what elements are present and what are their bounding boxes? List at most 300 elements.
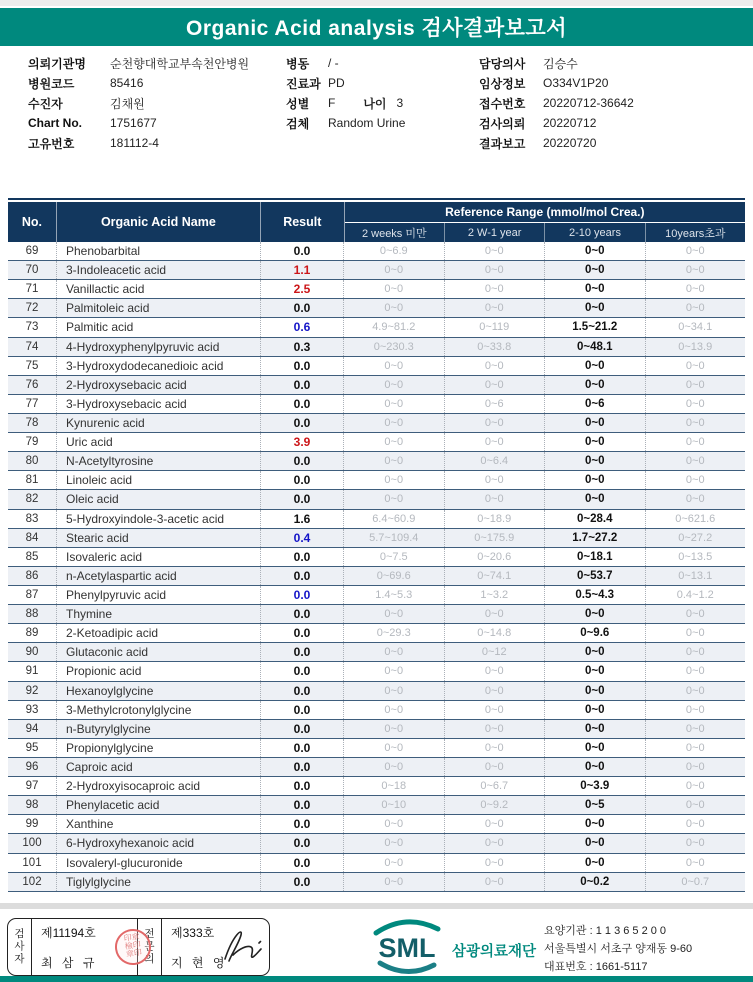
- range-cell: 0~0: [544, 815, 645, 833]
- range-cell: 0~0: [645, 758, 746, 776]
- row-no: 86: [25, 569, 39, 582]
- acid-name: Stearic acid: [56, 529, 260, 547]
- examiner-cell: [32, 919, 143, 975]
- acid-name: Caproic acid: [56, 758, 260, 776]
- range-cell: 0~0: [343, 662, 444, 680]
- range-cell: 0~0: [444, 490, 545, 508]
- acid-name: Palmitic acid: [56, 318, 260, 336]
- acid-name: 3-Hydroxydodecanedioic acid: [56, 357, 260, 375]
- info-row: [479, 73, 634, 93]
- acid-name: Phenobarbital: [56, 242, 260, 260]
- row-no: 72: [25, 302, 39, 315]
- col-header-name: Organic Acid Name: [56, 202, 260, 242]
- range-cell: 0~0: [645, 815, 746, 833]
- table-row: [8, 682, 745, 701]
- patient-info-right: [479, 53, 634, 153]
- row-no: 101: [22, 856, 42, 869]
- range-cell: 0~0: [343, 280, 444, 298]
- row-no: 92: [25, 684, 39, 697]
- range-cell: 0~0: [645, 662, 746, 680]
- range-cell: 0~119: [444, 318, 545, 336]
- range-cell: 0~0: [343, 471, 444, 489]
- range-cell: 0~9.2: [444, 796, 545, 814]
- range-cell: 0~0: [444, 471, 545, 489]
- acid-name: Propionylglycine: [56, 739, 260, 757]
- acid-name: 5-Hydroxyindole-3-acetic acid: [56, 510, 260, 528]
- result-value: 0.0: [260, 662, 343, 680]
- range-cell: 0~0: [544, 452, 645, 470]
- col-header-result: Result: [260, 202, 344, 242]
- range-cell: 0~0: [343, 701, 444, 719]
- info-label: 담당의사: [479, 56, 526, 71]
- lab-address-line: 대표번호 : 1661-5117: [544, 961, 648, 973]
- range-cell: 0~6: [544, 395, 645, 413]
- row-no: 78: [25, 417, 39, 430]
- lab-address-block: [544, 922, 692, 976]
- range-cell: 0~0: [645, 414, 746, 432]
- range-cell: 0~0: [343, 357, 444, 375]
- range-cell: 0~0: [645, 280, 746, 298]
- range-cell: 0~74.1: [444, 567, 545, 585]
- acid-name: 3-Indoleacetic acid: [56, 261, 260, 279]
- row-no: 80: [25, 455, 39, 468]
- result-value: 1.1: [260, 261, 343, 279]
- range-subheaders: [345, 223, 745, 242]
- acid-name: 3-Hydroxysebacic acid: [56, 395, 260, 413]
- table-row: [8, 261, 745, 280]
- info-label: 검사의뢰: [479, 116, 526, 131]
- row-no: 96: [25, 761, 39, 773]
- info-row: [286, 53, 405, 73]
- range-cell: 0~0: [343, 834, 444, 852]
- acid-name: Linoleic acid: [56, 471, 260, 489]
- report-title-banner: [0, 8, 753, 46]
- range-cell: 0~0: [343, 739, 444, 757]
- range-cell: 0~0: [544, 433, 645, 451]
- range-cell: 0~0: [544, 758, 645, 776]
- range-cell: 0~0: [343, 720, 444, 738]
- range-cell: 0~0.7: [645, 873, 746, 891]
- range-cell: 0~6.9: [343, 242, 444, 260]
- info-value: Random Urine: [328, 116, 406, 130]
- row-no: 85: [25, 550, 39, 563]
- range-cell: 0~12: [444, 643, 545, 661]
- range-subheader: 2 weeks 미만: [361, 227, 427, 240]
- range-cell: 0~0: [544, 662, 645, 680]
- row-no: 70: [25, 264, 39, 277]
- range-cell: 0~0: [544, 643, 645, 661]
- range-cell: 0~0: [645, 720, 746, 738]
- result-value: 0.0: [260, 567, 343, 585]
- range-cell: 0.4~1.2: [645, 586, 746, 604]
- row-no: 97: [25, 780, 39, 793]
- info-label: 결과보고: [479, 136, 526, 151]
- result-value: 0.0: [260, 395, 343, 413]
- range-cell: 0~0: [544, 701, 645, 719]
- range-subheader: 10years초과: [645, 223, 745, 242]
- row-no: 79: [25, 436, 39, 449]
- table-row: [8, 586, 745, 605]
- acid-name: Vanillactic acid: [56, 280, 260, 298]
- result-value: 0.0: [260, 624, 343, 642]
- range-cell: 0~175.9: [444, 529, 545, 547]
- table-row: [8, 433, 745, 452]
- specialist-name: 지 현 영: [171, 956, 228, 970]
- acid-name: Uric acid: [56, 433, 260, 451]
- range-cell: 0~0: [544, 682, 645, 700]
- range-cell: 6.4~60.9: [343, 510, 444, 528]
- acid-name: 2-Hydroxyisocaproic acid: [56, 777, 260, 795]
- range-cell: 0~0: [343, 261, 444, 279]
- row-no: 71: [25, 283, 39, 296]
- result-value: 0.0: [260, 758, 343, 776]
- table-row: [8, 720, 745, 739]
- info-value: 김채원: [110, 96, 145, 111]
- result-value: 0.0: [260, 605, 343, 623]
- sml-logo-icon: [366, 917, 448, 975]
- range-cell: 0~0: [645, 777, 746, 795]
- result-value: 0.0: [260, 376, 343, 394]
- range-cell: 0~48.1: [544, 338, 645, 356]
- table-header: [8, 202, 745, 242]
- row-no: 69: [25, 245, 39, 258]
- range-cell: 0~53.7: [544, 567, 645, 585]
- range-cell: 0~0: [645, 834, 746, 852]
- range-cell: 1.5~21.2: [544, 318, 645, 336]
- range-subheader: 2-10 years: [544, 223, 644, 242]
- range-cell: 0~0: [444, 720, 545, 738]
- range-cell: 0~29.3: [343, 624, 444, 642]
- range-cell: 0~0: [645, 643, 746, 661]
- range-cell: 0~0: [343, 452, 444, 470]
- result-value: 0.0: [260, 643, 343, 661]
- acid-name: 4-Hydroxyphenylpyruvic acid: [56, 338, 260, 356]
- range-cell: 0~0: [645, 682, 746, 700]
- range-cell: 0~0: [645, 605, 746, 623]
- table-row: [8, 643, 745, 662]
- range-cell: 0~6.7: [444, 777, 545, 795]
- row-no: 87: [25, 589, 39, 602]
- range-cell: 0~5: [544, 796, 645, 814]
- table-row: [8, 299, 745, 318]
- range-cell: 0~0: [444, 433, 545, 451]
- range-cell: 0~0: [444, 299, 545, 317]
- range-cell: 0~0: [645, 357, 746, 375]
- info-row: [479, 113, 634, 133]
- range-cell: 0~0: [544, 242, 645, 260]
- range-cell: 0~0: [343, 395, 444, 413]
- acid-name: Xanthine: [56, 815, 260, 833]
- result-value: 0.0: [260, 452, 343, 470]
- specialist-cell: [162, 919, 269, 975]
- table-row: [8, 873, 745, 892]
- top-gray-strip: [0, 0, 753, 6]
- result-value: 0.0: [260, 796, 343, 814]
- acid-name: Isovaleric acid: [56, 548, 260, 566]
- table-row: [8, 548, 745, 567]
- range-cell: 0~0: [343, 815, 444, 833]
- range-cell: 0~0: [544, 376, 645, 394]
- range-cell: 0~0: [645, 261, 746, 279]
- range-cell: 0~0: [645, 701, 746, 719]
- row-no: 93: [25, 703, 39, 716]
- info-row: [286, 73, 405, 93]
- range-cell: 1~3.2: [444, 586, 545, 604]
- range-cell: 0~10: [343, 796, 444, 814]
- row-no: 74: [25, 340, 39, 353]
- row-no: 75: [25, 359, 39, 372]
- range-cell: 0~34.1: [645, 318, 746, 336]
- examiner-license-no: 제11194호: [41, 926, 96, 940]
- info-label: 병원코드: [28, 76, 75, 91]
- acid-name: Phenylpyruvic acid: [56, 586, 260, 604]
- info-label: 고유번호: [28, 136, 75, 151]
- info-label: 임상정보: [479, 76, 526, 91]
- range-cell: 0~0: [544, 834, 645, 852]
- range-cell: 0~0: [645, 490, 746, 508]
- table-row: [8, 280, 745, 299]
- table-row: [8, 376, 745, 395]
- range-cell: 0~0: [343, 299, 444, 317]
- info-value: F: [328, 96, 336, 110]
- official-seal-stamp-icon: 印章 檢印 章印: [113, 927, 154, 968]
- range-cell: 0~7.5: [343, 548, 444, 566]
- range-cell: 0~0: [645, 796, 746, 814]
- range-cell: 0~14.8: [444, 624, 545, 642]
- range-cell: 0~0: [444, 605, 545, 623]
- range-cell: 0~0: [444, 357, 545, 375]
- table-row: [8, 242, 745, 261]
- range-cell: 0~0: [544, 414, 645, 432]
- info-value: 20220712: [543, 116, 597, 130]
- range-cell: 0~0: [444, 682, 545, 700]
- range-cell: 0~20.6: [444, 548, 545, 566]
- table-row: [8, 815, 745, 834]
- range-cell: 0~18: [343, 777, 444, 795]
- range-cell: 0~0: [343, 414, 444, 432]
- lab-address-line: 서울특별시 서초구 양재동 9-60: [544, 943, 693, 955]
- row-no: 99: [25, 818, 39, 831]
- range-cell: 0~0: [444, 854, 545, 872]
- table-row: [8, 834, 745, 853]
- info-row: [28, 73, 249, 93]
- range-cell: 0~0: [645, 395, 746, 413]
- range-cell: 0~0: [544, 605, 645, 623]
- acid-name: Oleic acid: [56, 490, 260, 508]
- range-cell: 0~0: [544, 261, 645, 279]
- table-row: [8, 510, 745, 529]
- table-row: [8, 701, 745, 720]
- info-value: O334V1P20: [543, 76, 609, 90]
- range-group-title: Reference Range (mmol/mol Crea.): [345, 202, 745, 223]
- range-cell: 0~0: [444, 739, 545, 757]
- acid-name: Palmitoleic acid: [56, 299, 260, 317]
- info-row: [28, 113, 249, 133]
- row-no: 98: [25, 799, 39, 812]
- lab-org-name: 삼광의료재단: [452, 943, 537, 960]
- info-row: [286, 113, 405, 133]
- range-cell: 0~0: [544, 357, 645, 375]
- info-label: 진료과: [286, 76, 321, 91]
- col-header-range-group: [344, 202, 745, 242]
- report-title: Organic Acid analysis 검사결과보고서: [186, 17, 567, 40]
- table-row: [8, 357, 745, 376]
- info-value: 순천향대학교부속천안병원: [110, 56, 250, 71]
- range-cell: 0~3.9: [544, 777, 645, 795]
- table-row: [8, 414, 745, 433]
- acid-name: n-Acetylaspartic acid: [56, 567, 260, 585]
- range-cell: 0~0: [444, 261, 545, 279]
- info-value: PD: [328, 76, 345, 90]
- acid-name: 3-Methylcrotonylglycine: [56, 701, 260, 719]
- table-row: [8, 662, 745, 681]
- result-value: 3.9: [260, 433, 343, 451]
- result-value: 0.0: [260, 548, 343, 566]
- result-value: 0.4: [260, 529, 343, 547]
- range-cell: 0~0: [645, 376, 746, 394]
- specialist-license-no: 제333호: [171, 926, 215, 940]
- row-no: 83: [25, 512, 39, 525]
- info-value: 181112-4: [110, 136, 159, 150]
- range-cell: 0~69.6: [343, 567, 444, 585]
- table-row: [8, 452, 745, 471]
- specialist-label: 전문의: [138, 919, 162, 975]
- acid-name: Kynurenic acid: [56, 414, 260, 432]
- range-cell: 0~0: [544, 299, 645, 317]
- info-row: [479, 133, 634, 153]
- table-row: [8, 624, 745, 643]
- footer-divider: [0, 903, 753, 909]
- range-cell: 0~0: [544, 854, 645, 872]
- row-no: 84: [25, 531, 39, 544]
- info-label: 수진자: [28, 96, 63, 111]
- table-row: [8, 395, 745, 414]
- range-cell: 0~6.4: [444, 452, 545, 470]
- range-cell: 0~18.9: [444, 510, 545, 528]
- range-cell: 0~0: [645, 624, 746, 642]
- acid-name: Phenylacetic acid: [56, 796, 260, 814]
- col-header-no: No.: [21, 215, 42, 229]
- range-cell: 5.7~109.4: [343, 529, 444, 547]
- result-value: 0.0: [260, 471, 343, 489]
- range-cell: 0~0: [343, 682, 444, 700]
- result-value: 0.0: [260, 701, 343, 719]
- result-value: 0.0: [260, 414, 343, 432]
- range-cell: 0~0: [444, 376, 545, 394]
- table-row: [8, 490, 745, 509]
- patient-info-left: [28, 53, 249, 153]
- range-cell: 0~0: [444, 701, 545, 719]
- info-row: [286, 93, 405, 113]
- result-value: 0.0: [260, 682, 343, 700]
- range-cell: 0~621.6: [645, 510, 746, 528]
- info-row: [479, 53, 634, 73]
- range-cell: 0~18.1: [544, 548, 645, 566]
- result-value: 2.5: [260, 280, 343, 298]
- result-value: 1.6: [260, 510, 343, 528]
- row-no: 76: [25, 378, 39, 391]
- row-no: 88: [25, 608, 39, 621]
- bottom-teal-strip: [0, 976, 753, 982]
- range-cell: 0~0: [343, 643, 444, 661]
- acid-name: n-Butyrylglycine: [56, 720, 260, 738]
- table-row: [8, 758, 745, 777]
- table-row: [8, 338, 745, 357]
- info-label: 검체: [286, 116, 310, 131]
- range-cell: 0~0: [444, 834, 545, 852]
- info-value: / -: [328, 56, 339, 70]
- range-cell: 0~0: [544, 280, 645, 298]
- range-cell: 0~28.4: [544, 510, 645, 528]
- info-value: 20220720: [543, 136, 597, 150]
- info-row: [479, 93, 634, 113]
- range-cell: 0~0: [343, 854, 444, 872]
- range-cell: 0~13.1: [645, 567, 746, 585]
- table-top-rule: [8, 198, 745, 200]
- range-cell: 0.5~4.3: [544, 586, 645, 604]
- result-value: 0.0: [260, 834, 343, 852]
- result-value: 0.0: [260, 357, 343, 375]
- range-cell: 0~27.2: [645, 529, 746, 547]
- range-cell: 0~0: [444, 758, 545, 776]
- range-cell: 0~0: [444, 280, 545, 298]
- range-cell: 0~0: [343, 433, 444, 451]
- row-no: 94: [25, 722, 39, 735]
- range-cell: 0~9.6: [544, 624, 645, 642]
- range-cell: 1.4~5.3: [343, 586, 444, 604]
- range-cell: 0~0: [645, 471, 746, 489]
- table-body: [8, 242, 745, 892]
- table-row: [8, 529, 745, 548]
- info-row: [28, 53, 249, 73]
- result-value: 0.0: [260, 242, 343, 260]
- row-no: 81: [25, 474, 39, 487]
- range-cell: 0~13.9: [645, 338, 746, 356]
- range-cell: 0~6: [444, 395, 545, 413]
- range-cell: 0~0: [645, 242, 746, 260]
- table-row: [8, 854, 745, 873]
- result-value: 0.0: [260, 720, 343, 738]
- range-cell: 0~13.5: [645, 548, 746, 566]
- range-cell: 0~230.3: [343, 338, 444, 356]
- row-no: 95: [25, 741, 39, 754]
- table-row: [8, 567, 745, 586]
- examiner-label: 검사자: [8, 919, 32, 975]
- info-label: 성별: [286, 96, 310, 111]
- info-row: [28, 93, 249, 113]
- table-row: [8, 777, 745, 796]
- range-cell: 0~0: [645, 299, 746, 317]
- acid-name: 6-Hydroxyhexanoic acid: [56, 834, 260, 852]
- range-cell: 0~0: [444, 242, 545, 260]
- acid-name: 2-Ketoadipic acid: [56, 624, 260, 642]
- info-extra-label: 나이: [363, 96, 387, 111]
- range-cell: 0~0: [343, 490, 444, 508]
- row-no: 90: [25, 646, 39, 659]
- acid-name: Hexanoylglycine: [56, 682, 260, 700]
- lab-branding: [366, 916, 746, 976]
- result-value: 0.0: [260, 586, 343, 604]
- info-value: 김승수: [543, 56, 578, 71]
- info-value: 20220712-36642: [543, 96, 634, 110]
- result-value: 0.0: [260, 854, 343, 872]
- range-cell: 0~0: [645, 739, 746, 757]
- row-no: 77: [25, 397, 39, 410]
- result-value: 0.0: [260, 299, 343, 317]
- acid-name: Propionic acid: [56, 662, 260, 680]
- table-row: [8, 739, 745, 758]
- acid-name: 2-Hydroxysebacic acid: [56, 376, 260, 394]
